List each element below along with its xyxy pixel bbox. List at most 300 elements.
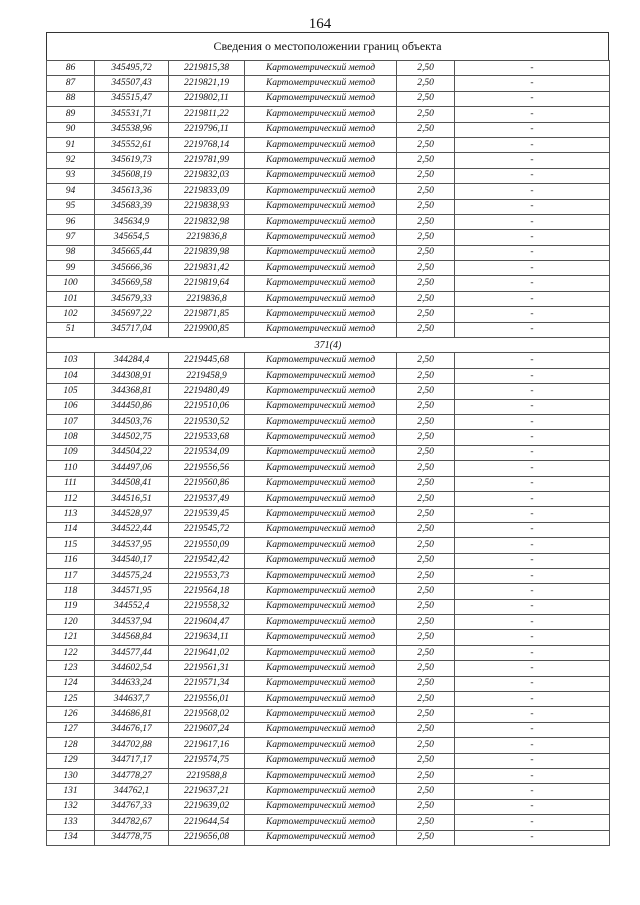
description-cell: - xyxy=(455,153,610,168)
description-cell: - xyxy=(455,399,610,414)
description-cell: - xyxy=(455,707,610,722)
method-cell: Картометрический метод xyxy=(245,722,397,737)
table-row xyxy=(47,122,610,137)
description-cell: - xyxy=(455,122,610,137)
table-row xyxy=(47,168,610,183)
description-cell: - xyxy=(455,91,610,106)
y-coordinate-cell: 2219564,18 xyxy=(169,584,245,599)
y-coordinate-cell: 2219568,02 xyxy=(169,707,245,722)
accuracy-cell: 2,50 xyxy=(397,384,455,399)
description-cell: - xyxy=(455,815,610,830)
table-row xyxy=(47,768,610,783)
description-cell: - xyxy=(455,507,610,522)
x-coordinate-cell: 344717,17 xyxy=(95,753,169,768)
description-cell: - xyxy=(455,291,610,306)
y-coordinate-cell: 2219656,08 xyxy=(169,830,245,845)
x-coordinate-cell: 344284,4 xyxy=(95,353,169,368)
x-coordinate-cell: 345669,58 xyxy=(95,276,169,291)
point-number-cell: 100 xyxy=(47,276,95,291)
method-cell: Картометрический метод xyxy=(245,214,397,229)
description-cell: - xyxy=(455,599,610,614)
point-number-cell: 51 xyxy=(47,322,95,337)
method-cell: Картометрический метод xyxy=(245,276,397,291)
point-number-cell: 118 xyxy=(47,584,95,599)
accuracy-cell: 2,50 xyxy=(397,830,455,845)
method-cell: Картометрический метод xyxy=(245,738,397,753)
y-coordinate-cell: 2219558,32 xyxy=(169,599,245,614)
description-cell: - xyxy=(455,107,610,122)
method-cell: Картометрический метод xyxy=(245,568,397,583)
description-cell: - xyxy=(455,61,610,76)
accuracy-cell: 2,50 xyxy=(397,584,455,599)
x-coordinate-cell: 345552,61 xyxy=(95,137,169,152)
method-cell: Картометрический метод xyxy=(245,368,397,383)
method-cell: Картометрический метод xyxy=(245,630,397,645)
method-cell: Картометрический метод xyxy=(245,645,397,660)
y-coordinate-cell: 2219539,45 xyxy=(169,507,245,522)
x-coordinate-cell: 345679,33 xyxy=(95,291,169,306)
accuracy-cell: 2,50 xyxy=(397,491,455,506)
table-row xyxy=(47,615,610,630)
y-coordinate-cell: 2219634,11 xyxy=(169,630,245,645)
y-coordinate-cell: 2219530,52 xyxy=(169,414,245,429)
x-coordinate-cell: 345654,5 xyxy=(95,230,169,245)
method-cell: Картометрический метод xyxy=(245,107,397,122)
description-cell: - xyxy=(455,261,610,276)
section-header-row xyxy=(47,338,610,353)
description-cell: - xyxy=(455,538,610,553)
point-number-cell: 117 xyxy=(47,568,95,583)
accuracy-cell: 2,50 xyxy=(397,199,455,214)
method-cell: Картометрический метод xyxy=(245,784,397,799)
x-coordinate-cell: 344308,91 xyxy=(95,368,169,383)
method-cell: Картометрический метод xyxy=(245,230,397,245)
point-number-cell: 122 xyxy=(47,645,95,660)
description-cell: - xyxy=(455,491,610,506)
table-row xyxy=(47,491,610,506)
table-row xyxy=(47,707,610,722)
table-row xyxy=(47,445,610,460)
accuracy-cell: 2,50 xyxy=(397,615,455,630)
y-coordinate-cell: 2219545,72 xyxy=(169,522,245,537)
table-row xyxy=(47,815,610,830)
table-row xyxy=(47,553,610,568)
accuracy-cell: 2,50 xyxy=(397,799,455,814)
table-row xyxy=(47,76,610,91)
description-cell: - xyxy=(455,168,610,183)
point-number-cell: 129 xyxy=(47,753,95,768)
table-row xyxy=(47,307,610,322)
x-coordinate-cell: 345507,43 xyxy=(95,76,169,91)
table-row xyxy=(47,261,610,276)
accuracy-cell: 2,50 xyxy=(397,91,455,106)
point-number-cell: 90 xyxy=(47,122,95,137)
point-number-cell: 106 xyxy=(47,399,95,414)
x-coordinate-cell: 345538,96 xyxy=(95,122,169,137)
point-number-cell: 105 xyxy=(47,384,95,399)
accuracy-cell: 2,50 xyxy=(397,307,455,322)
x-coordinate-cell: 344368,81 xyxy=(95,384,169,399)
table-row xyxy=(47,184,610,199)
description-cell: - xyxy=(455,722,610,737)
accuracy-cell: 2,50 xyxy=(397,722,455,737)
description-cell: - xyxy=(455,137,610,152)
description-cell: - xyxy=(455,199,610,214)
y-coordinate-cell: 2219900,85 xyxy=(169,322,245,337)
description-cell: - xyxy=(455,353,610,368)
description-cell: - xyxy=(455,661,610,676)
accuracy-cell: 2,50 xyxy=(397,153,455,168)
point-number-cell: 101 xyxy=(47,291,95,306)
accuracy-cell: 2,50 xyxy=(397,476,455,491)
method-cell: Картометрический метод xyxy=(245,461,397,476)
method-cell: Картометрический метод xyxy=(245,507,397,522)
page-number: 164 xyxy=(308,16,332,32)
method-cell: Картометрический метод xyxy=(245,753,397,768)
y-coordinate-cell: 2219832,03 xyxy=(169,168,245,183)
table-title: Сведения о местоположении границ объекта xyxy=(46,32,609,60)
x-coordinate-cell: 344762,1 xyxy=(95,784,169,799)
description-cell: - xyxy=(455,430,610,445)
method-cell: Картометрический метод xyxy=(245,553,397,568)
point-number-cell: 102 xyxy=(47,307,95,322)
accuracy-cell: 2,50 xyxy=(397,738,455,753)
table-row xyxy=(47,230,610,245)
method-cell: Картометрический метод xyxy=(245,538,397,553)
x-coordinate-cell: 345613,36 xyxy=(95,184,169,199)
accuracy-cell: 2,50 xyxy=(397,753,455,768)
accuracy-cell: 2,50 xyxy=(397,184,455,199)
point-number-cell: 86 xyxy=(47,61,95,76)
x-coordinate-cell: 344516,51 xyxy=(95,491,169,506)
table-row xyxy=(47,245,610,260)
y-coordinate-cell: 2219556,56 xyxy=(169,461,245,476)
method-cell: Картометрический метод xyxy=(245,168,397,183)
method-cell: Картометрический метод xyxy=(245,76,397,91)
y-coordinate-cell: 2219781,99 xyxy=(169,153,245,168)
point-number-cell: 92 xyxy=(47,153,95,168)
x-coordinate-cell: 344676,17 xyxy=(95,722,169,737)
accuracy-cell: 2,50 xyxy=(397,291,455,306)
description-cell: - xyxy=(455,214,610,229)
description-cell: - xyxy=(455,230,610,245)
accuracy-cell: 2,50 xyxy=(397,76,455,91)
x-coordinate-cell: 344508,41 xyxy=(95,476,169,491)
point-number-cell: 88 xyxy=(47,91,95,106)
accuracy-cell: 2,50 xyxy=(397,630,455,645)
x-coordinate-cell: 344503,76 xyxy=(95,414,169,429)
method-cell: Картометрический метод xyxy=(245,692,397,707)
point-number-cell: 91 xyxy=(47,137,95,152)
accuracy-cell: 2,50 xyxy=(397,784,455,799)
table-row xyxy=(47,107,610,122)
description-cell: - xyxy=(455,630,610,645)
x-coordinate-cell: 344633,24 xyxy=(95,676,169,691)
x-coordinate-cell: 344575,24 xyxy=(95,568,169,583)
accuracy-cell: 2,50 xyxy=(397,538,455,553)
y-coordinate-cell: 2219811,22 xyxy=(169,107,245,122)
x-coordinate-cell: 344782,67 xyxy=(95,815,169,830)
y-coordinate-cell: 2219839,98 xyxy=(169,245,245,260)
description-cell: - xyxy=(455,414,610,429)
x-coordinate-cell: 344637,7 xyxy=(95,692,169,707)
table-row xyxy=(47,368,610,383)
table-row xyxy=(47,507,610,522)
x-coordinate-cell: 344528,97 xyxy=(95,507,169,522)
y-coordinate-cell: 2219550,09 xyxy=(169,538,245,553)
table-row xyxy=(47,738,610,753)
x-coordinate-cell: 344537,95 xyxy=(95,538,169,553)
x-coordinate-cell: 345634,9 xyxy=(95,214,169,229)
point-number-cell: 119 xyxy=(47,599,95,614)
table-row xyxy=(47,461,610,476)
y-coordinate-cell: 2219617,16 xyxy=(169,738,245,753)
method-cell: Картометрический метод xyxy=(245,122,397,137)
accuracy-cell: 2,50 xyxy=(397,461,455,476)
accuracy-cell: 2,50 xyxy=(397,276,455,291)
y-coordinate-cell: 2219588,8 xyxy=(169,768,245,783)
method-cell: Картометрический метод xyxy=(245,291,397,306)
description-cell: - xyxy=(455,76,610,91)
y-coordinate-cell: 2219639,02 xyxy=(169,799,245,814)
method-cell: Картометрический метод xyxy=(245,707,397,722)
point-number-cell: 93 xyxy=(47,168,95,183)
description-cell: - xyxy=(455,830,610,845)
accuracy-cell: 2,50 xyxy=(397,522,455,537)
point-number-cell: 113 xyxy=(47,507,95,522)
y-coordinate-cell: 2219574,75 xyxy=(169,753,245,768)
section-label: 371(4) xyxy=(47,338,610,353)
y-coordinate-cell: 2219561,31 xyxy=(169,661,245,676)
y-coordinate-cell: 2219768,14 xyxy=(169,137,245,152)
y-coordinate-cell: 2219510,06 xyxy=(169,399,245,414)
y-coordinate-cell: 2219556,01 xyxy=(169,692,245,707)
y-coordinate-cell: 2219836,8 xyxy=(169,291,245,306)
x-coordinate-cell: 344502,75 xyxy=(95,430,169,445)
x-coordinate-cell: 344767,33 xyxy=(95,799,169,814)
point-number-cell: 127 xyxy=(47,722,95,737)
point-number-cell: 128 xyxy=(47,738,95,753)
description-cell: - xyxy=(455,476,610,491)
x-coordinate-cell: 344602,54 xyxy=(95,661,169,676)
method-cell: Картометрический метод xyxy=(245,199,397,214)
x-coordinate-cell: 344537,94 xyxy=(95,615,169,630)
y-coordinate-cell: 2219836,8 xyxy=(169,230,245,245)
x-coordinate-cell: 344686,81 xyxy=(95,707,169,722)
table-row xyxy=(47,430,610,445)
point-number-cell: 134 xyxy=(47,830,95,845)
description-cell: - xyxy=(455,692,610,707)
accuracy-cell: 2,50 xyxy=(397,599,455,614)
point-number-cell: 107 xyxy=(47,414,95,429)
method-cell: Картометрический метод xyxy=(245,322,397,337)
y-coordinate-cell: 2219819,64 xyxy=(169,276,245,291)
accuracy-cell: 2,50 xyxy=(397,414,455,429)
point-number-cell: 87 xyxy=(47,76,95,91)
description-cell: - xyxy=(455,615,610,630)
accuracy-cell: 2,50 xyxy=(397,107,455,122)
method-cell: Картометрический метод xyxy=(245,430,397,445)
description-cell: - xyxy=(455,753,610,768)
table-row xyxy=(47,584,610,599)
accuracy-cell: 2,50 xyxy=(397,676,455,691)
y-coordinate-cell: 2219542,42 xyxy=(169,553,245,568)
description-cell: - xyxy=(455,784,610,799)
point-number-cell: 131 xyxy=(47,784,95,799)
description-cell: - xyxy=(455,307,610,322)
table-row xyxy=(47,784,610,799)
y-coordinate-cell: 2219821,19 xyxy=(169,76,245,91)
point-number-cell: 130 xyxy=(47,768,95,783)
description-cell: - xyxy=(455,384,610,399)
point-number-cell: 109 xyxy=(47,445,95,460)
method-cell: Картометрический метод xyxy=(245,815,397,830)
method-cell: Картометрический метод xyxy=(245,184,397,199)
y-coordinate-cell: 2219533,68 xyxy=(169,430,245,445)
x-coordinate-cell: 344778,75 xyxy=(95,830,169,845)
point-number-cell: 108 xyxy=(47,430,95,445)
x-coordinate-cell: 344504,22 xyxy=(95,445,169,460)
description-cell: - xyxy=(455,368,610,383)
y-coordinate-cell: 2219480,49 xyxy=(169,384,245,399)
point-number-cell: 89 xyxy=(47,107,95,122)
table-body xyxy=(47,61,610,846)
x-coordinate-cell: 345717,04 xyxy=(95,322,169,337)
method-cell: Картометрический метод xyxy=(245,491,397,506)
y-coordinate-cell: 2219553,73 xyxy=(169,568,245,583)
y-coordinate-cell: 2219445,68 xyxy=(169,353,245,368)
x-coordinate-cell: 345515,47 xyxy=(95,91,169,106)
point-number-cell: 112 xyxy=(47,491,95,506)
method-cell: Картометрический метод xyxy=(245,307,397,322)
description-cell: - xyxy=(455,522,610,537)
method-cell: Картометрический метод xyxy=(245,615,397,630)
description-cell: - xyxy=(455,461,610,476)
y-coordinate-cell: 2219637,21 xyxy=(169,784,245,799)
y-coordinate-cell: 2219833,09 xyxy=(169,184,245,199)
y-coordinate-cell: 2219641,02 xyxy=(169,645,245,660)
description-cell: - xyxy=(455,799,610,814)
point-number-cell: 96 xyxy=(47,214,95,229)
accuracy-cell: 2,50 xyxy=(397,230,455,245)
x-coordinate-cell: 345666,36 xyxy=(95,261,169,276)
table-row xyxy=(47,276,610,291)
method-cell: Картометрический метод xyxy=(245,137,397,152)
description-cell: - xyxy=(455,322,610,337)
accuracy-cell: 2,50 xyxy=(397,815,455,830)
accuracy-cell: 2,50 xyxy=(397,245,455,260)
y-coordinate-cell: 2219458,9 xyxy=(169,368,245,383)
accuracy-cell: 2,50 xyxy=(397,553,455,568)
description-cell: - xyxy=(455,768,610,783)
x-coordinate-cell: 344702,88 xyxy=(95,738,169,753)
table-row xyxy=(47,538,610,553)
x-coordinate-cell: 345495,72 xyxy=(95,61,169,76)
description-cell: - xyxy=(455,445,610,460)
table-row xyxy=(47,722,610,737)
point-number-cell: 114 xyxy=(47,522,95,537)
method-cell: Картометрический метод xyxy=(245,153,397,168)
point-number-cell: 132 xyxy=(47,799,95,814)
table-row xyxy=(47,399,610,414)
description-cell: - xyxy=(455,245,610,260)
accuracy-cell: 2,50 xyxy=(397,430,455,445)
x-coordinate-cell: 344450,86 xyxy=(95,399,169,414)
method-cell: Картометрический метод xyxy=(245,61,397,76)
accuracy-cell: 2,50 xyxy=(397,645,455,660)
table-row xyxy=(47,661,610,676)
table-row xyxy=(47,645,610,660)
y-coordinate-cell: 2219815,38 xyxy=(169,61,245,76)
y-coordinate-cell: 2219560,86 xyxy=(169,476,245,491)
y-coordinate-cell: 2219871,85 xyxy=(169,307,245,322)
description-cell: - xyxy=(455,738,610,753)
point-number-cell: 133 xyxy=(47,815,95,830)
x-coordinate-cell: 345531,71 xyxy=(95,107,169,122)
coordinates-sheet xyxy=(46,32,609,846)
method-cell: Картометрический метод xyxy=(245,245,397,260)
point-number-cell: 110 xyxy=(47,461,95,476)
method-cell: Картометрический метод xyxy=(245,584,397,599)
point-number-cell: 104 xyxy=(47,368,95,383)
table-row xyxy=(47,214,610,229)
accuracy-cell: 2,50 xyxy=(397,507,455,522)
accuracy-cell: 2,50 xyxy=(397,661,455,676)
table-row xyxy=(47,692,610,707)
x-coordinate-cell: 344778,27 xyxy=(95,768,169,783)
accuracy-cell: 2,50 xyxy=(397,692,455,707)
table-row xyxy=(47,830,610,845)
accuracy-cell: 2,50 xyxy=(397,137,455,152)
description-cell: - xyxy=(455,676,610,691)
point-number-cell: 103 xyxy=(47,353,95,368)
point-number-cell: 125 xyxy=(47,692,95,707)
accuracy-cell: 2,50 xyxy=(397,122,455,137)
table-row xyxy=(47,568,610,583)
accuracy-cell: 2,50 xyxy=(397,322,455,337)
table-row xyxy=(47,476,610,491)
accuracy-cell: 2,50 xyxy=(397,399,455,414)
table-row xyxy=(47,353,610,368)
description-cell: - xyxy=(455,568,610,583)
accuracy-cell: 2,50 xyxy=(397,353,455,368)
table-row xyxy=(47,599,610,614)
y-coordinate-cell: 2219537,49 xyxy=(169,491,245,506)
table-row xyxy=(47,199,610,214)
x-coordinate-cell: 344522,44 xyxy=(95,522,169,537)
method-cell: Картометрический метод xyxy=(245,799,397,814)
x-coordinate-cell: 344497,06 xyxy=(95,461,169,476)
point-number-cell: 121 xyxy=(47,630,95,645)
table-row xyxy=(47,414,610,429)
table-row xyxy=(47,61,610,76)
method-cell: Картометрический метод xyxy=(245,414,397,429)
point-number-cell: 98 xyxy=(47,245,95,260)
accuracy-cell: 2,50 xyxy=(397,368,455,383)
point-number-cell: 116 xyxy=(47,553,95,568)
method-cell: Картометрический метод xyxy=(245,399,397,414)
point-number-cell: 111 xyxy=(47,476,95,491)
method-cell: Картометрический метод xyxy=(245,353,397,368)
accuracy-cell: 2,50 xyxy=(397,61,455,76)
table-row xyxy=(47,384,610,399)
accuracy-cell: 2,50 xyxy=(397,214,455,229)
table-row xyxy=(47,322,610,337)
y-coordinate-cell: 2219607,24 xyxy=(169,722,245,737)
accuracy-cell: 2,50 xyxy=(397,707,455,722)
y-coordinate-cell: 2219796,11 xyxy=(169,122,245,137)
table-row xyxy=(47,91,610,106)
